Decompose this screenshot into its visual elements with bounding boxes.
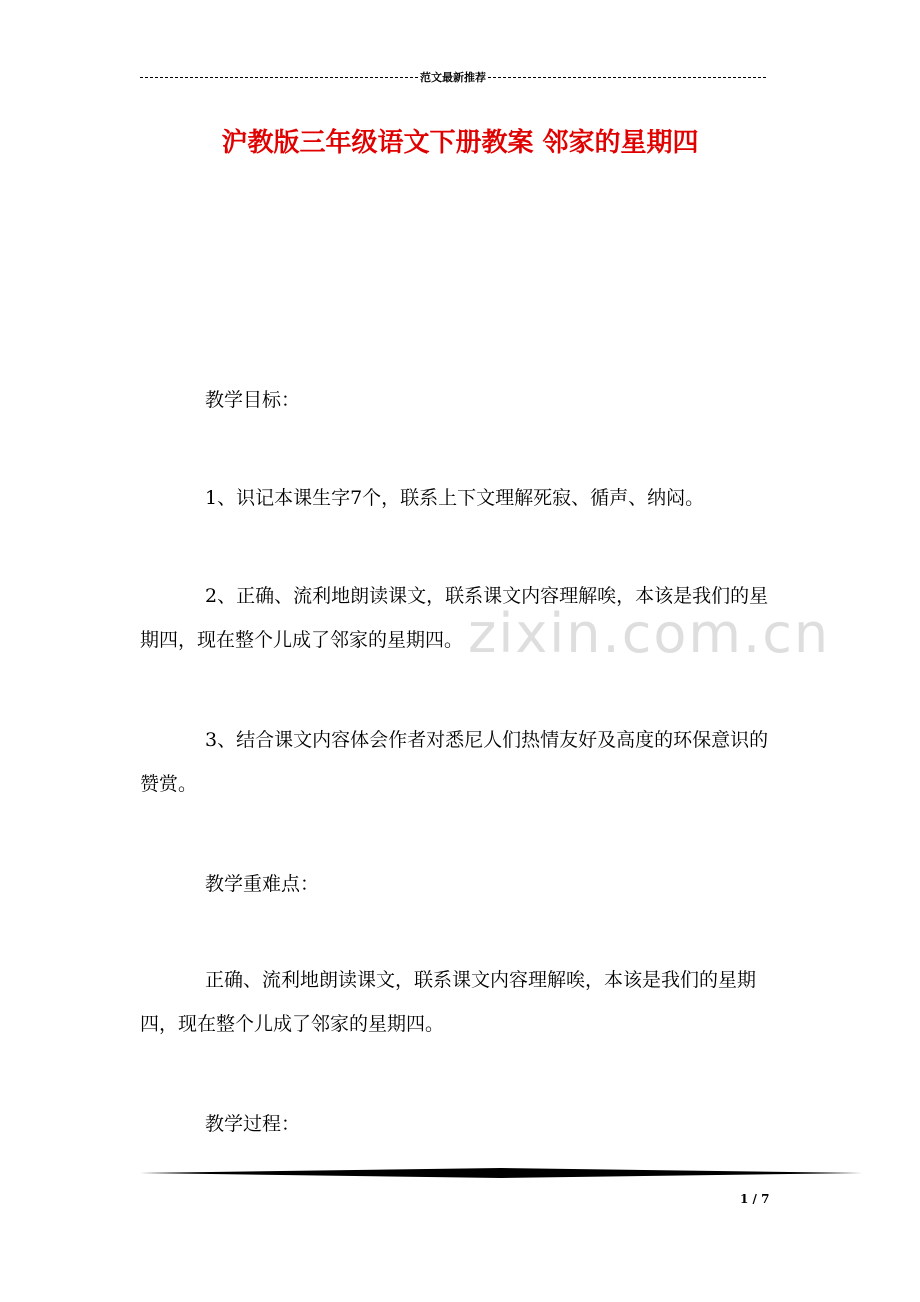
paragraph-keypoints-heading: 教学重难点：: [205, 873, 320, 895]
paragraph-objective-2: 2、正确、流利地朗读课文，联系课文内容理解唉，本该是我们的星期四，现在整个儿成了邻家的星期四。: [140, 585, 769, 651]
header-dash-left: [140, 77, 418, 78]
paragraph-keypoints: 正确、流利地朗读课文，联系课文内容理解唉，本该是我们的星期四，现在整个儿成了邻家的星期四。: [140, 969, 757, 1035]
paragraph-objective-3: 3、结合课文内容体会作者对悉尼人们热情友好及高度的环保意识的赞赏。: [140, 729, 769, 795]
page-number: 1 / 7: [740, 1192, 770, 1206]
document-title: 沪教版三年级语文下册教案 邻家的星期四: [221, 128, 699, 158]
paragraph-process-heading: 教学过程：: [205, 1113, 301, 1135]
footer-rule: [140, 1168, 862, 1178]
header-banner: [140, 68, 766, 86]
paragraph-objective-1: 1、识记本课生字7个，联系上下文理解死寂、循声、纳闷。: [205, 487, 705, 509]
watermark: zixin.com.cn: [468, 602, 831, 665]
header-label: 范文最新推荐: [420, 71, 486, 84]
header-dash-right: [488, 77, 766, 78]
paragraph-objectives-heading: 教学目标：: [205, 389, 301, 411]
